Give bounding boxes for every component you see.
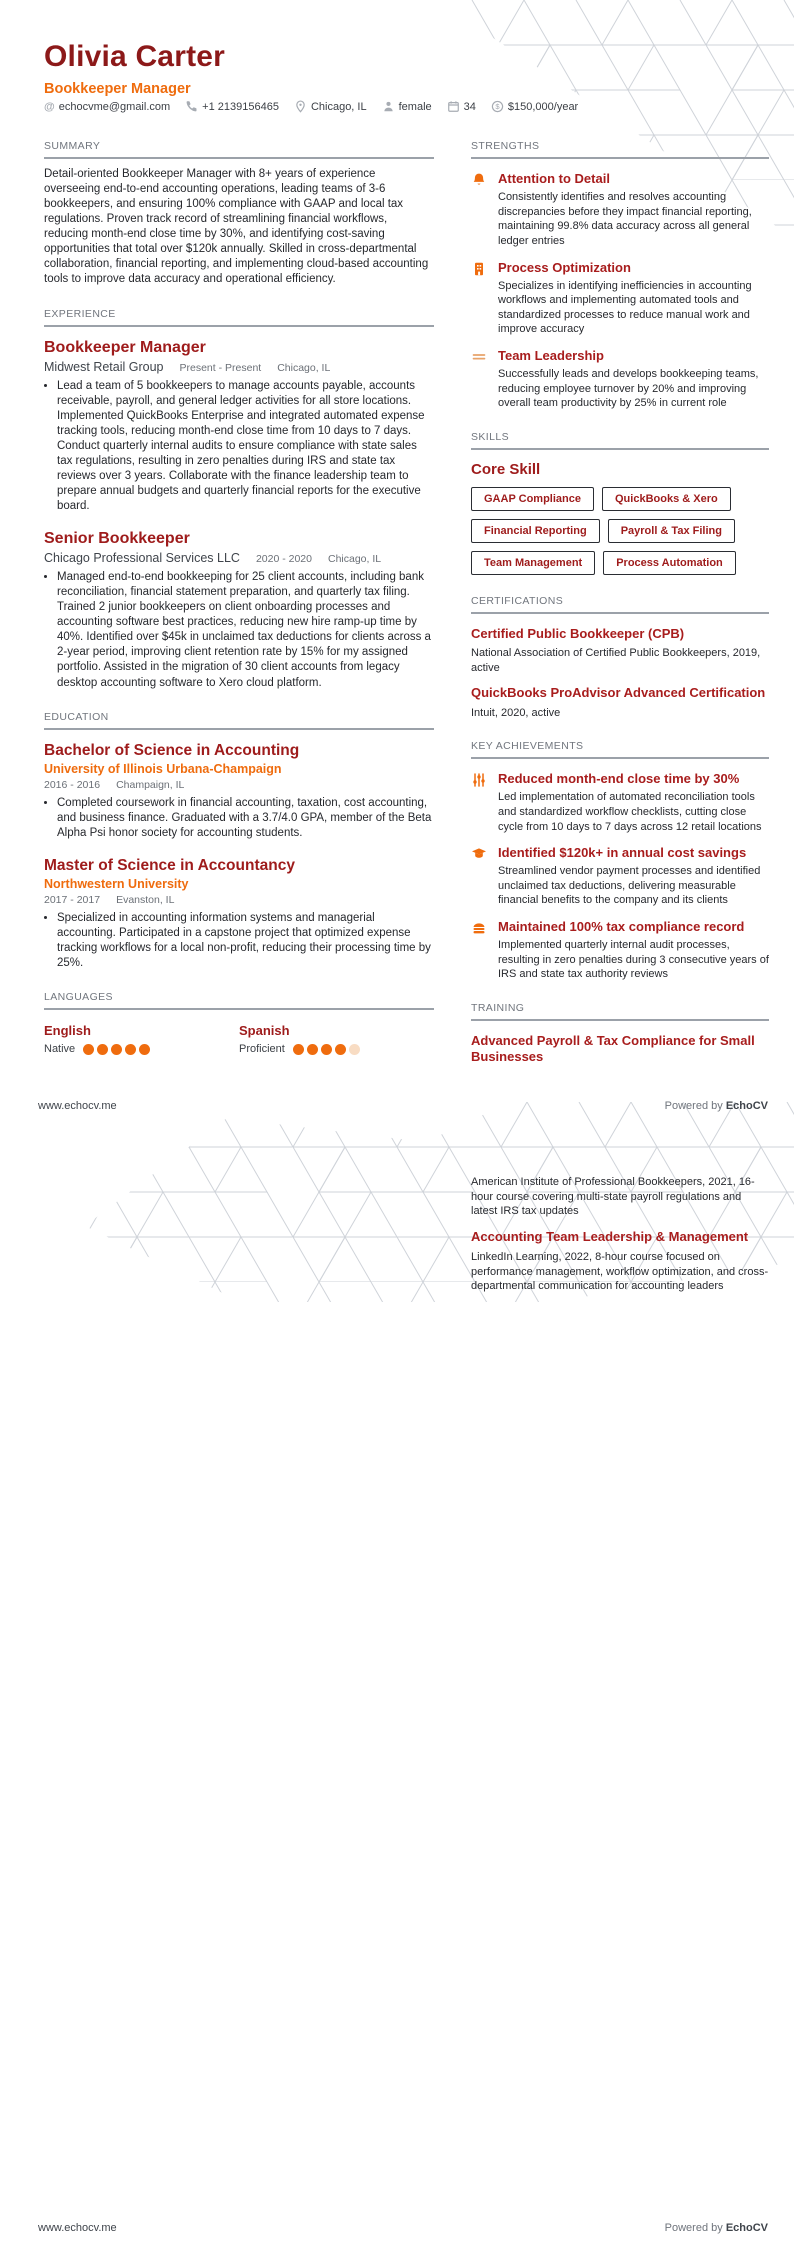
candidate-job-title: Bookkeeper Manager (44, 81, 191, 97)
section-skills (471, 431, 769, 575)
language-name: English (44, 1023, 91, 1038)
summary-label: SUMMARY (44, 140, 434, 159)
strength-title: Attention to Detail (498, 171, 610, 186)
footer-site-link[interactable]: www.echocv.me (38, 2222, 117, 2234)
person-icon (382, 100, 395, 113)
job-bullet: • Managed end-to-end bookkeeping for 25 client accounts, including bank reconciliation, financial statement preparation, and quarterly tax filing. Trained 2 junior bookkeepers on client onboarding processes and accounting software best practices, reducing new hire ramp-up time by 40%. Identified over $45k in unclaimed tax deductions for clients across a 2-year period, improving client retention rate by 15% for my assigned portfolio. Assisted in the migration of 30 client accounts from legacy desktop accounting software to Xero cloud platform. (57, 570, 434, 691)
language-level: Native (44, 1043, 76, 1055)
section-key-achievements (471, 740, 769, 982)
job-meta (44, 360, 434, 374)
calendar-icon (447, 100, 460, 113)
achievement-title: Reduced month-end close time by 30% (498, 771, 740, 787)
language-item (239, 1023, 434, 1055)
contact-row (44, 100, 578, 113)
strength-item (471, 348, 769, 411)
candidate-name: Olivia Carter (44, 40, 226, 73)
contact-age-value: 34 (463, 100, 476, 113)
skill-chip: Process Automation (603, 551, 736, 575)
achievement-text: Led implementation of automated reconciliation tools and standardized workflow checklists, cutting close cycle from 10 days to 7 days across 12 retail locations (498, 791, 762, 833)
right-column (471, 140, 769, 1065)
contact-email (44, 101, 170, 113)
powered-by[interactable] (665, 1100, 768, 1112)
strength-text: Specializes in identifying inefficiencies in accounting workflows and implementing automated tools and standardized processes to reduce manual work and improve accuracy (498, 279, 752, 336)
key-achievements-label: KEY ACHIEVEMENTS (471, 740, 769, 759)
job-title-heading: Senior Bookkeeper (44, 530, 190, 548)
job-dates: 2020 - 2020 (255, 553, 312, 566)
certifications-label: CERTIFICATIONS (471, 595, 769, 614)
strength-text: Consistently identifies and resolves accounting discrepancies before they impact financial reporting, maintaining 99.8% data accuracy across all general ledger entries (498, 191, 752, 247)
contact-salary-value: $150,000/year (507, 100, 579, 113)
achievement-item (471, 845, 769, 908)
contact-gender-value: female (398, 100, 432, 113)
certification-item (471, 626, 769, 676)
footer-site-link[interactable]: www.echocv.me (38, 1100, 117, 1112)
language-level: Proficient (239, 1043, 285, 1055)
skill-chip: Payroll & Tax Filing (608, 519, 735, 543)
graduation-cap-icon (471, 846, 487, 862)
job-location: Chicago, IL (277, 361, 331, 374)
job-title-heading: Bookkeeper Manager (44, 338, 206, 356)
education-meta (44, 779, 434, 791)
strength-item (471, 260, 769, 338)
certification-item (471, 685, 769, 720)
language-level-row (239, 1043, 434, 1055)
certification-subtitle: Intuit, 2020, active (471, 706, 561, 719)
powered-by-prefix: Powered by (664, 1100, 726, 1112)
contact-salary (491, 100, 578, 113)
training-label: TRAINING (471, 1002, 769, 1021)
strengths-label: STRENGTHS (471, 140, 769, 159)
echocv-brand: EchoCV (725, 1100, 768, 1112)
section-strengths (471, 140, 769, 411)
left-column (44, 140, 434, 1055)
phone-icon (185, 100, 198, 113)
language-name: Spanish (239, 1023, 290, 1038)
contact-email-value[interactable]: echocvme@gmail.com (58, 100, 171, 113)
achievement-title: Maintained 100% tax compliance record (498, 919, 745, 934)
section-certifications (471, 595, 769, 720)
burger-icon (471, 920, 487, 936)
contact-age (447, 100, 476, 113)
page2-footer (38, 2222, 768, 2234)
section-experience (44, 308, 434, 691)
section-languages (44, 991, 434, 1055)
school-name: University of Illinois Urbana-Champaign (44, 761, 282, 776)
training-title: Accounting Team Leadership & Management (471, 1228, 749, 1244)
languages-row (44, 1023, 434, 1055)
at-icon: @ (44, 100, 55, 113)
language-dots (293, 1044, 360, 1055)
job-company: Midwest Retail Group (44, 359, 164, 374)
education-bullet: • Completed coursework in financial accounting, taxation, cost accounting, and business finance. Graduated with a 3.7/4.0 GPA, member of the Beta Alpha Psi honor society for accounting students. (57, 796, 434, 841)
section-training (471, 1002, 769, 1066)
summary-text: Detail-oriented Bookkeeper Manager with 8+ years of experience overseeing end-to-end accounting operations, leading teams of 3-6 bookkeepers, and ensuring 100% compliance with GAAP and local tax regulations. Proven track record of streamlining financial workflows, reducing month-end close time by 30%, and identifying cost-saving opportunities that total over $120k annually. Skilled in cross-departmental collaboration, financial reporting, and implementing cloud-based accounting tools to improve data accuracy and operational efficiency. (44, 168, 429, 286)
section-education (44, 711, 434, 971)
header (44, 40, 225, 97)
training-title: Advanced Payroll & Tax Compliance for Small Businesses (471, 1032, 755, 1065)
skills-label: SKILLS (471, 431, 769, 450)
education-location: Evanston, IL (116, 893, 175, 906)
achievement-text: Streamlined vendor payment processes and identified unclaimed tax deductions, delivering measurable financial benefits to the company and its clients (498, 865, 761, 907)
contact-location (294, 100, 367, 113)
training-subtitle: American Institute of Professional Bookkeepers, 2021, 16-hour course covering multi-state payroll regulations and latest IRS tax updates (471, 1176, 755, 1218)
building-icon (471, 261, 487, 277)
achievement-text: Implemented quarterly internal audit processes, resulting in zero penalties during 3 consecutive years of IRS and state tax authority reviews (498, 939, 769, 981)
equals-icon (471, 349, 487, 365)
school-name: Northwestern University (44, 876, 189, 891)
degree-heading: Bachelor of Science in Accounting (44, 741, 300, 759)
section-summary (44, 140, 434, 288)
experience-label: EXPERIENCE (44, 308, 434, 327)
skill-chip: QuickBooks & Xero (602, 487, 731, 511)
education-location: Champaign, IL (116, 778, 185, 791)
education-dates: 2016 - 2016 (44, 778, 101, 791)
location-icon (294, 100, 307, 113)
job-dates: Present - Present (179, 361, 262, 374)
skill-chip: Financial Reporting (471, 519, 600, 543)
svg-text:$: $ (495, 102, 500, 112)
job-location: Chicago, IL (328, 553, 382, 566)
skill-chip: GAAP Compliance (471, 487, 594, 511)
languages-label: LANGUAGES (44, 991, 434, 1010)
powered-by-prefix: Powered by (664, 2222, 726, 2234)
skill-chips (471, 487, 769, 575)
training-subtitle: LinkedIn Learning, 2022, 8-hour course focused on performance management, workflow optimization, and cross-departmental communication for accounting leaders (471, 1251, 769, 1293)
job-bullet: • Lead a team of 5 bookkeepers to manage accounts payable, accounts receivable, payroll, and general ledger activities for all store locations. Implemented QuickBooks Enterprise and integrated automated expense tracking tools, reducing month-end close time from 10 days to 7 days. Conduct quarterly internal audits to ensure compliance with state sales tax regulations, resulting in zero penalties during IRS and state tax reviews over 3 years. Collaborate with the finance leadership team to prepare annual budgets and quarterly financial reports for the executive board. (57, 379, 434, 515)
certification-subtitle: National Association of Certified Public Bookkeepers, 2019, active (471, 647, 761, 674)
skill-chip: Team Management (471, 551, 595, 575)
right-column-page2 (471, 1170, 769, 1294)
contact-gender (382, 100, 432, 113)
job-company: Chicago Professional Services LLC (44, 551, 240, 566)
language-dots (83, 1044, 150, 1055)
language-level-row (44, 1043, 239, 1055)
powered-by[interactable] (665, 2222, 768, 2234)
strength-title: Process Optimization (498, 259, 631, 275)
contact-phone-value: +1 2139156465 (202, 100, 279, 113)
achievement-item (471, 919, 769, 982)
job-meta (44, 551, 434, 565)
degree-heading: Master of Science in Accountancy (44, 856, 295, 874)
achievement-title: Identified $120k+ in annual cost savings (498, 845, 747, 861)
skill-group-title: Core Skill (471, 460, 541, 478)
strength-text: Successfully leads and develops bookkeeping teams, reducing employee turnover by 20% and improving overall team productivity by 25% in current role (498, 368, 759, 410)
sliders-icon (471, 772, 487, 788)
strength-item (471, 171, 769, 249)
certification-title: Certified Public Bookkeeper (CPB) (471, 625, 685, 641)
echocv-brand: EchoCV (725, 2222, 768, 2234)
education-label: EDUCATION (44, 711, 434, 730)
strength-title: Team Leadership (498, 348, 604, 363)
bell-icon (471, 172, 487, 188)
education-dates: 2017 - 2017 (44, 893, 101, 906)
education-bullet: • Specialized in accounting information systems and managerial accounting. Participated in a capstone project that optimized expense tracking workflows for a local non-profit, reducing their processing time by 25%. (57, 911, 434, 971)
education-meta (44, 894, 434, 906)
language-item (44, 1023, 239, 1055)
salary-icon (491, 100, 504, 113)
contact-phone (185, 100, 279, 113)
page1-footer (38, 1100, 768, 1112)
certification-title: QuickBooks ProAdvisor Advanced Certification (471, 685, 766, 701)
achievement-item (471, 771, 769, 834)
contact-location-value: Chicago, IL (310, 100, 367, 113)
